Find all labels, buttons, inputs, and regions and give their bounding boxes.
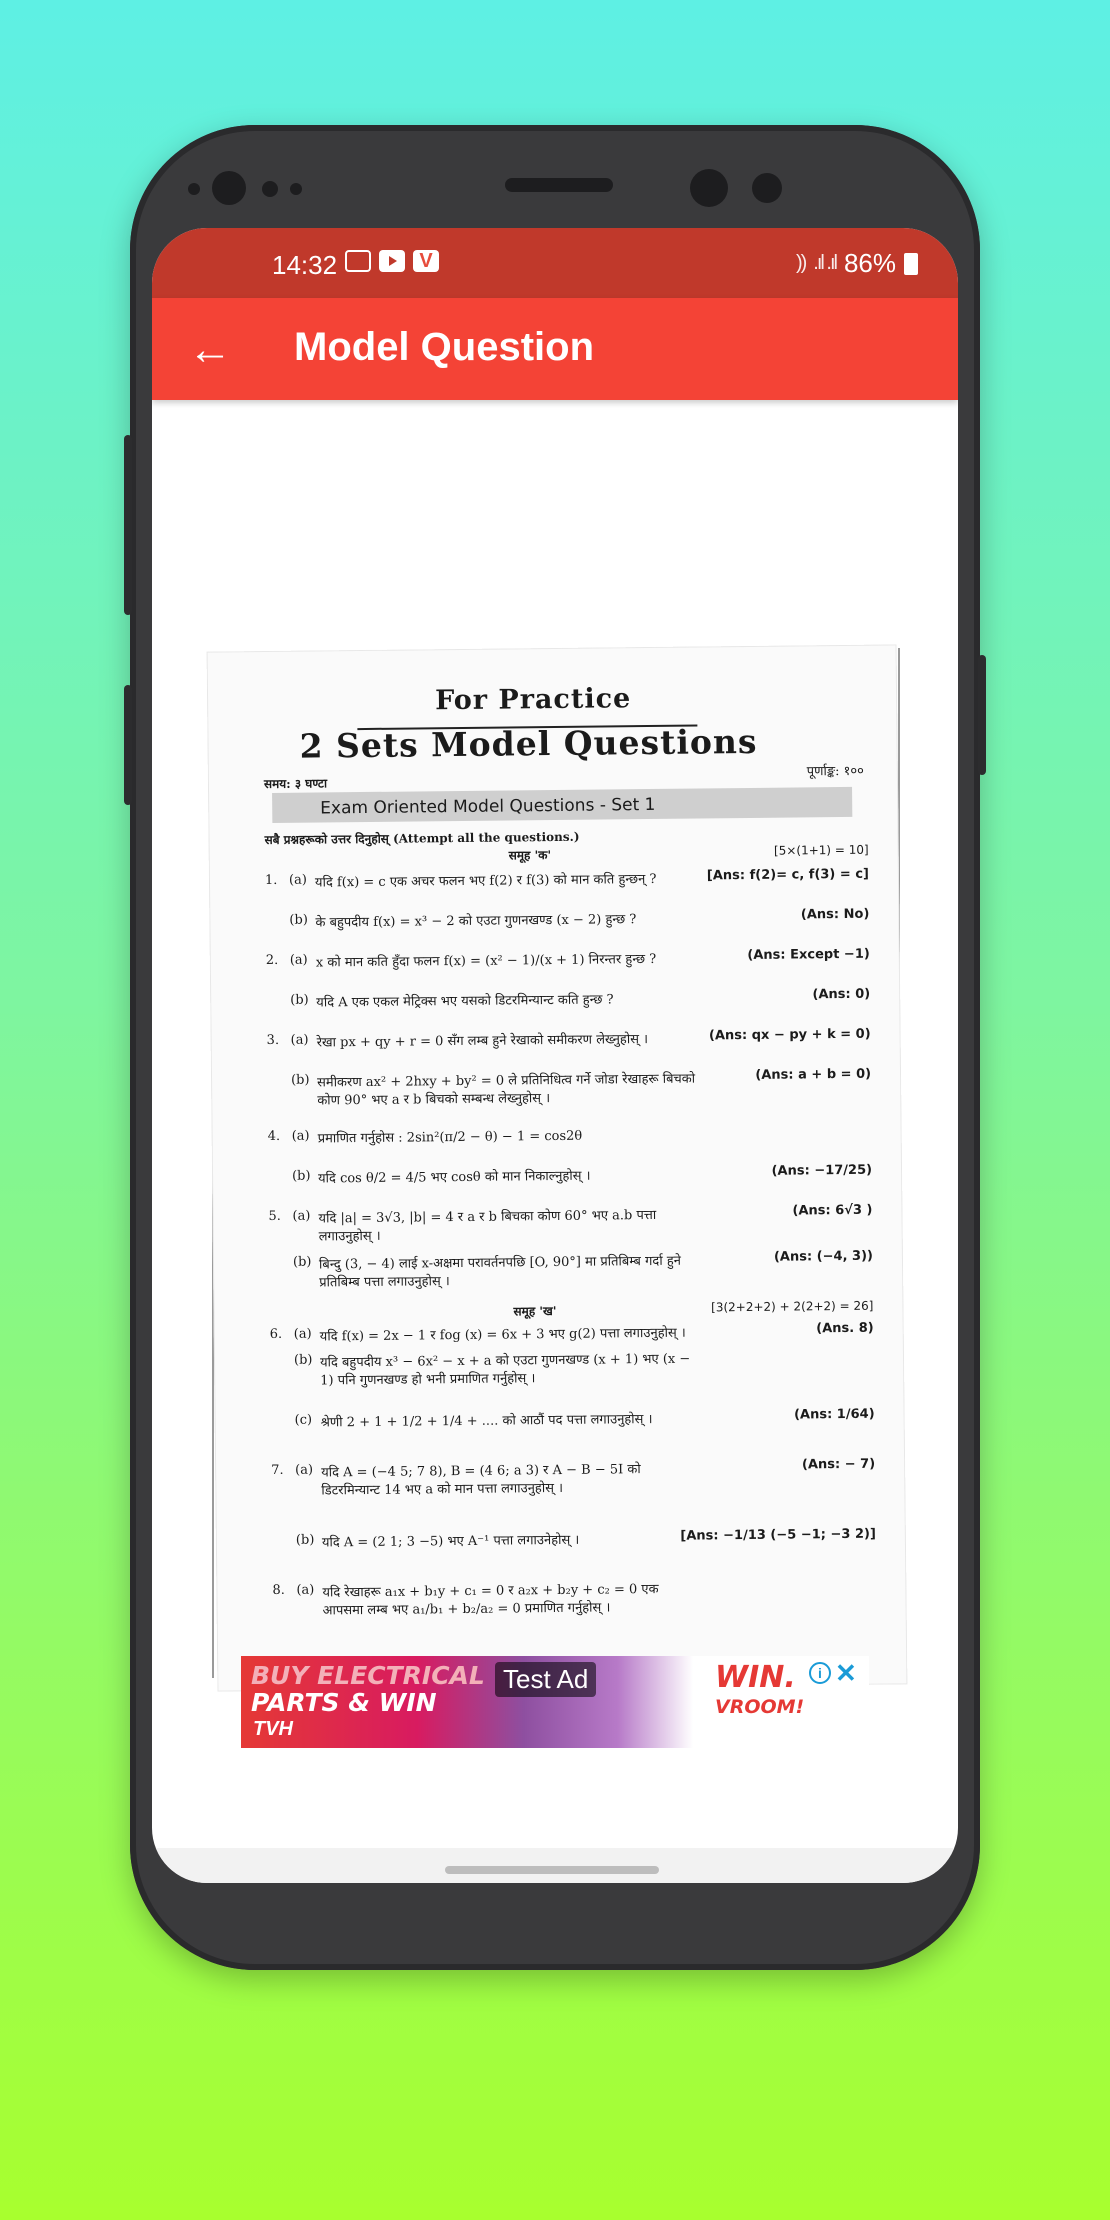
question-row (211, 1026, 901, 1051)
question-text: यदि f(x) = 2x − 1 र fog (x) = 6x + 3 भए g(2) पत्ता लगाउनुहोस् । (319, 1325, 686, 1345)
doc-heading-main: 2 Sets Model Questions (299, 721, 758, 766)
vpn-v-icon: V (413, 250, 439, 272)
front-camera (212, 171, 246, 205)
sensor-dot (262, 181, 278, 197)
question-answer: (Ans: − 7) (801, 1456, 876, 1473)
question-part: (b) (293, 1352, 313, 1368)
question-row (213, 1248, 903, 1291)
ad-win-text: WIN. (715, 1660, 796, 1695)
battery-percent: 86% (843, 248, 896, 278)
question-part: (b) (291, 1168, 311, 1184)
earpiece-speaker (505, 178, 613, 192)
power-button (978, 655, 986, 775)
question-answer: (Ans: 6√3 ) (792, 1202, 873, 1219)
question-number: 2. (265, 952, 279, 969)
question-part: (a) (291, 1128, 310, 1144)
back-arrow-icon[interactable]: ← (188, 325, 232, 374)
section-b-marks: [3(2+2+2) + 2(2+2) = 26] (711, 1298, 874, 1315)
question-text: रेखा px + qy + r = 0 सँग लम्ब हुने रेखाको समीकरण लेख्नुहोस् । (316, 1032, 649, 1051)
question-answer: (Ans: No) (800, 906, 870, 923)
question-text: यदि बहुपदीय x³ − 6x² − x + a को एउटा गुणनखण्ड (x + 1) भए (x − 1) पनि गुणनखण्ड हो भनी प्रमाणित गर्नुहोस् । (319, 1351, 691, 1389)
sensor-dot (188, 183, 200, 195)
scanned-question-paper[interactable] (207, 644, 908, 1691)
set-title: Exam Oriented Model Questions - Set 1 (320, 794, 656, 819)
ad-close-icon[interactable]: ✕ (835, 1658, 857, 1688)
question-row (215, 1456, 905, 1499)
youtube-icon (379, 250, 405, 272)
question-answer: (Ans: −17/25) (771, 1162, 873, 1179)
question-text: यदि |a| = 3√3, |b| = 4 र a र b बिचका कोण 60° भए a.b पत्ता लगाउनुहोस् । (318, 1207, 657, 1245)
section-a-marks: [5×(1+1) = 10] (773, 842, 869, 858)
volume-down-button (124, 685, 132, 805)
question-answer: (Ans: qx − py + k = 0) (708, 1026, 871, 1044)
ad-info-icon[interactable]: i (809, 1662, 831, 1684)
question-answer: (Ans. 8) (816, 1320, 874, 1337)
question-answer: (Ans: (−4, 3)) (773, 1248, 874, 1265)
question-answer: (Ans: 1/64) (793, 1406, 875, 1423)
question-part: (b) (290, 992, 309, 1008)
question-row (210, 986, 900, 1011)
question-row (214, 1320, 904, 1345)
ad-brand-logo: TVH (253, 1718, 293, 1740)
status-bar (152, 228, 958, 298)
battery-charging-icon (904, 253, 918, 275)
question-row (209, 906, 899, 931)
question-answer: (Ans: Except −1) (747, 946, 870, 963)
question-number: 4. (267, 1128, 281, 1145)
question-answer: [Ans: f(2)= c, f(3) = c] (706, 866, 870, 884)
question-part: (a) (295, 1462, 314, 1478)
section-a-label: समूह 'क' (508, 848, 552, 863)
home-gesture-handle[interactable] (445, 1866, 659, 1874)
question-part: (c) (294, 1412, 313, 1428)
ad-line-2: PARTS & WIN (251, 1688, 437, 1717)
question-row (214, 1346, 904, 1389)
question-part: (b) (295, 1532, 315, 1548)
app-bar (152, 298, 958, 400)
question-row (212, 1202, 902, 1245)
question-part: (a) (293, 1326, 312, 1342)
volume-up-button (124, 435, 132, 615)
question-part: (b) (292, 1254, 312, 1270)
question-text: बिन्दु (3, − 4) लाई x-अक्षमा परावर्तनपछि [O, 90°] मा प्रतिबिम्ब गर्दा हुने प्रतिबिम्ब पत्ता लगाउनुहोस् । (318, 1253, 681, 1291)
doc-full-marks: पूर्णाङ्क: १०० (806, 763, 864, 780)
question-row (216, 1526, 906, 1551)
image-icon (345, 250, 371, 272)
question-text: श्रेणी 2 + 1 + 1/2 + 1/4 + .... को आठौं पद पत्ता लगाउनुहोस् । (320, 1412, 653, 1431)
question-part: (b) (290, 1072, 310, 1088)
question-row (209, 866, 899, 891)
question-text: यदि A = (−4 5; 7 8), B = (4 6; a 3) र A − B − 5I को डिटरमिन्यान्ट 14 भए a को मान पत्ता लगाउनुहोस् । (321, 1462, 641, 1499)
question-number: 8. (272, 1582, 285, 1599)
question-row (215, 1406, 905, 1431)
question-row (210, 946, 900, 971)
sensor-dot (290, 183, 302, 195)
question-part: (a) (290, 1032, 309, 1048)
question-number: 7. (271, 1462, 284, 1479)
question-text: के बहुपदीय f(x) = x³ − 2 को एउटा गुणनखण्ड (x − 2) हुन्छ ? (315, 912, 637, 931)
ad-vroom-text: VROOM! (715, 1696, 805, 1718)
question-number: 5. (268, 1208, 281, 1225)
ad-banner[interactable] (241, 1656, 869, 1748)
question-text: यदि A एक एकल मेट्रिक्स भए यसको डिटरमिन्यान्ट कति हुन्छ ? (316, 992, 614, 1011)
question-part: (a) (288, 872, 307, 888)
question-row (212, 1162, 902, 1187)
question-part: (b) (289, 912, 308, 928)
ad-headline (251, 1662, 485, 1716)
section-b-label: समूह 'ख' (513, 1304, 557, 1319)
question-text: यदि रेखाहरू a₁x + b₁y + c₁ = 0 र a₂x + b₂y + c₂ = 0 एक आपसमा लम्ब भए a₁/b₁ + b₂/a₂ = 0 प्रमाणित गर्नुहोस् । (322, 1581, 659, 1619)
screen (152, 228, 958, 1883)
wifi-icon: )) (795, 252, 806, 274)
question-row (212, 1122, 902, 1147)
instruction: सबै प्रश्नहरूको उत्तर दिनुहोस् (Attempt all the questions.) (264, 829, 580, 848)
question-text: यदि cos θ/2 = 4/5 भए cosθ को मान निकाल्नुहोस् । (318, 1168, 591, 1187)
question-part: (a) (292, 1208, 311, 1224)
question-row (216, 1576, 906, 1619)
ad-line-1: BUY ELECTRICAL (251, 1661, 485, 1690)
page-title: Model Question (294, 325, 594, 369)
question-answer: (Ans: a + b = 0) (755, 1066, 872, 1083)
phone-frame (130, 125, 980, 1970)
signal-icon: .ıl .ıl (813, 252, 836, 274)
question-number: 6. (269, 1326, 283, 1343)
question-text: समीकरण ax² + 2hxy + by² = 0 ले प्रतिनिधित्व गर्ने जोडा रेखाहरू बिचको कोण 90° भए a र b बिचको सम्बन्ध लेख्नुहोस् । (317, 1071, 696, 1109)
question-answer: [Ans: −1/13 (−5 −1; −3 2)] (680, 1526, 876, 1544)
question-part: (a) (289, 952, 308, 968)
test-ad-label: Test Ad (495, 1662, 596, 1697)
question-text: x को मान कति हुँदा फलन f(x) = (x² − 1)/(x + 1) निरन्तर हुन्छ ? (315, 951, 657, 971)
question-part: (a) (296, 1582, 315, 1598)
question-number: 1. (264, 872, 278, 889)
doc-heading-practice: For Practice (434, 683, 632, 717)
question-text: प्रमाणित गर्नुहोस : 2sin²(π/2 − θ) − 1 = cos2θ (317, 1128, 583, 1147)
camera-lens (690, 169, 728, 207)
question-row (211, 1066, 901, 1109)
question-answer: (Ans: 0) (812, 986, 871, 1003)
status-time: 14:32 (272, 250, 338, 280)
question-text: यदि A = (2 1; 3 −5) भए A⁻¹ पत्ता लगाउनेहोस् । (321, 1532, 580, 1551)
doc-time-label: समय: ३ घण्टा (263, 776, 328, 792)
question-number: 3. (266, 1032, 280, 1049)
camera-lens (752, 173, 782, 203)
question-text: यदि f(x) = c एक अचर फलन भए f(2) र f(3) को मान कति हुन्छन् ? (314, 871, 657, 891)
